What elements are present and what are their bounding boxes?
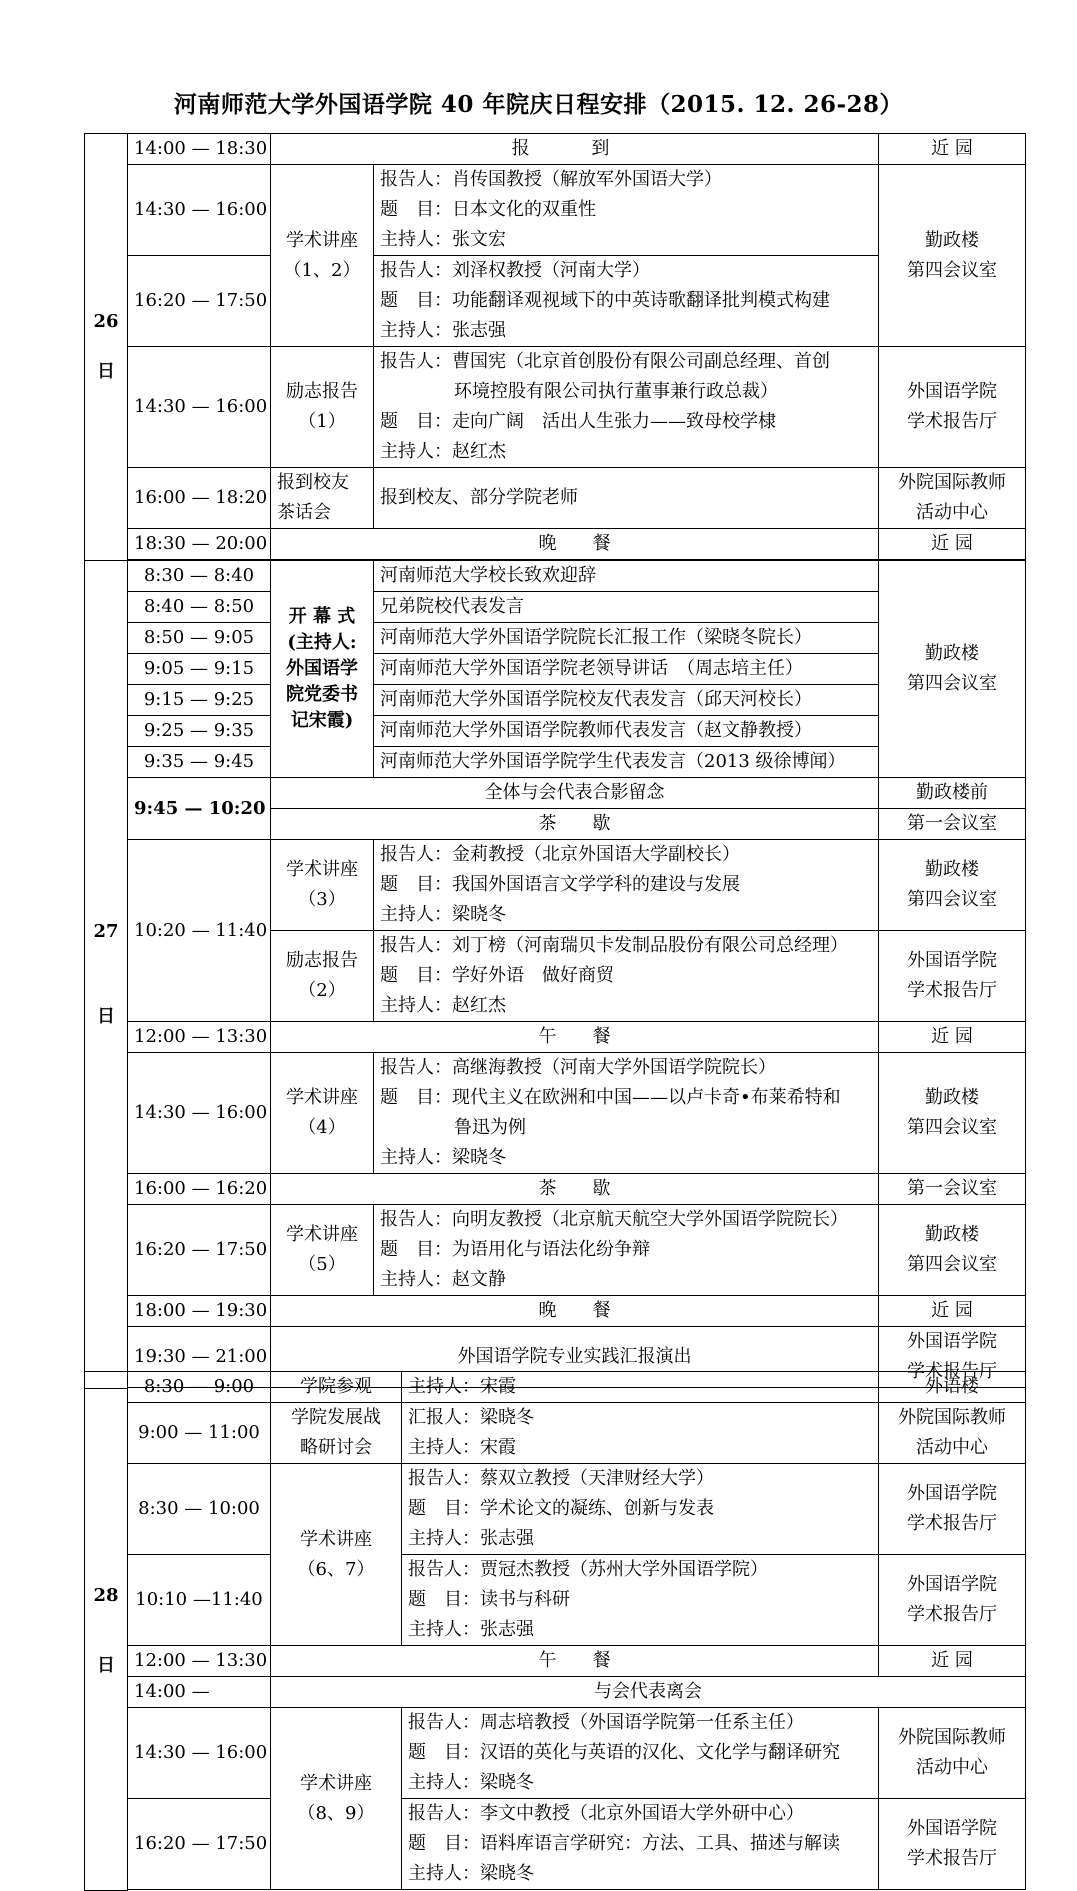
table-row (85, 1372, 1026, 1403)
event-cell: 晚 餐 (271, 1296, 879, 1327)
session-type-cell: 开 幕 式 (主持人: 外国语学 院党委书 记宋霞) (271, 561, 374, 778)
time-cell: 9:00 — 11:00 (128, 1403, 271, 1464)
venue-cell: 近 园 (879, 134, 1026, 165)
table-row (85, 1799, 1026, 1890)
time-cell: 9:35 — 9:45 (128, 747, 271, 778)
table-row (85, 1464, 1026, 1555)
time-cell: 8:30 — 10:00 (128, 1464, 271, 1555)
time-cell: 8:50 — 9:05 (128, 623, 271, 654)
venue-cell: 外国语学院 学术报告厅 (879, 347, 1026, 468)
table-row (85, 1403, 1026, 1464)
venue-cell: 外国语学院 学术报告厅 (879, 1464, 1026, 1555)
event-cell: 午 餐 (271, 1022, 879, 1053)
session-type-cell: 学术讲座 （6、7） (271, 1464, 402, 1646)
session-type-cell: 学院发展战 略研讨会 (271, 1403, 402, 1464)
time-cell: 18:00 — 19:30 (128, 1296, 271, 1327)
time-cell: 16:20 — 17:50 (128, 256, 271, 347)
time-cell: 10:20 — 11:40 (128, 840, 271, 1022)
time-cell: 8:40 — 8:50 (128, 592, 271, 623)
session-detail-cell: 兄弟院校代表发言 (374, 592, 879, 623)
day-26-cell: 26 日 (85, 134, 128, 561)
session-detail-cell: 报告人：曹国宪（北京首创股份有限公司副总经理、首创 环境控股有限公司执行董事兼行政总裁） 题 目：走向广阔 活出人生张力——致母校学棣 主持人：赵红杰 (374, 347, 879, 468)
session-detail-cell: 报告人：李文中教授（北京外国语大学外研中心） 题 目：语料库语言学研究：方法、工具、描述与解读 主持人：梁晓冬 (402, 1799, 879, 1890)
time-cell: 10:10 —11:40 (128, 1555, 271, 1646)
table-row (85, 347, 1026, 468)
time-cell: 14:30 — 16:00 (128, 347, 271, 468)
session-detail-cell: 报告人：刘泽权教授（河南大学） 题 目：功能翻译观视域下的中英诗歌翻译批判模式构建 主持人：张志强 (374, 256, 879, 347)
session-type-cell: 报到校友 茶话会 (271, 468, 374, 529)
day-28-cell: 28 日 (85, 1372, 128, 1891)
venue-cell: 第一会议室 (879, 809, 1026, 840)
schedule-table-26-27 (84, 133, 1026, 1389)
time-cell: 9:05 — 9:15 (128, 654, 271, 685)
venue-cell: 勤政楼前 (879, 778, 1026, 809)
schedule-table-28 (84, 1371, 1026, 1891)
venue-cell: 近 园 (879, 1646, 1026, 1677)
table-row (85, 165, 1026, 256)
time-cell: 16:00 — 16:20 (128, 1174, 271, 1205)
time-cell: 12:00 — 13:30 (128, 1022, 271, 1053)
venue-cell: 外院国际教师 活动中心 (879, 1708, 1026, 1799)
time-cell: 16:20 — 17:50 (128, 1205, 271, 1296)
event-cell: 报 到 (271, 134, 879, 165)
venue-cell: 勤政楼 第四会议室 (879, 840, 1026, 931)
event-cell: 晚 餐 (271, 529, 879, 560)
venue-cell: 外国语学院 学术报告厅 (879, 1799, 1026, 1890)
session-detail-cell: 河南师范大学外国语学院学生代表发言（2013 级徐博闻） (374, 747, 879, 778)
table-row (85, 1708, 1026, 1799)
session-detail-cell: 汇报人：梁晓冬 主持人：宋霞 (402, 1403, 879, 1464)
event-cell: 茶 歇 (271, 1174, 879, 1205)
time-cell: 9:45 — 10:20 (128, 778, 271, 840)
session-type-cell: 励志报告 （1） (271, 347, 374, 468)
venue-cell: 外院国际教师 活动中心 (879, 1403, 1026, 1464)
table-row (85, 1677, 1026, 1708)
venue-cell: 外国语学院 学术报告厅 (879, 931, 1026, 1022)
venue-cell: 近 园 (879, 1296, 1026, 1327)
time-cell: 18:30 — 20:00 (128, 529, 271, 560)
table-row (85, 1022, 1026, 1053)
time-cell: 9:25 — 9:35 (128, 716, 271, 747)
venue-cell: 近 园 (879, 1022, 1026, 1053)
session-type-cell: 学术讲座 （5） (271, 1205, 374, 1296)
event-cell: 茶 歇 (271, 809, 879, 840)
session-detail-cell: 报告人：金莉教授（北京外国语大学副校长） 题 目：我国外国语言文学学科的建设与发展 主持人：梁晓冬 (374, 840, 879, 931)
venue-cell: 外国语学院 学术报告厅 (879, 1327, 1026, 1388)
event-cell: 午 餐 (271, 1646, 879, 1677)
session-detail-cell: 报告人：周志培教授（外国语学院第一任系主任） 题 目：汉语的英化与英语的汉化、文化学与翻译研究 主持人：梁晓冬 (402, 1708, 879, 1799)
venue-cell: 勤政楼 第四会议室 (879, 1053, 1026, 1174)
session-detail-cell: 河南师范大学外国语学院院长汇报工作（梁晓冬院长） (374, 623, 879, 654)
event-cell: 与会代表离会 (271, 1677, 1026, 1708)
table-row (85, 1296, 1026, 1327)
session-type-cell: 励志报告 （2） (271, 931, 374, 1022)
session-type-cell: 学术讲座 （8、9） (271, 1708, 402, 1890)
time-cell: 14:30 — 16:00 (128, 1708, 271, 1799)
session-detail-cell: 河南师范大学校长致欢迎辞 (374, 561, 879, 592)
table-row (85, 778, 1026, 809)
venue-cell: 勤政楼 第四会议室 (879, 1205, 1026, 1296)
time-cell: 14:30 — 16:00 (128, 165, 271, 256)
session-type-cell: 学院参观 (271, 1372, 402, 1403)
table-row (85, 561, 1026, 592)
time-cell: 14:00 — 18:30 (128, 134, 271, 165)
time-cell: 16:00 — 18:20 (128, 468, 271, 529)
day-27-cell: 27 日 (85, 561, 128, 1389)
table-row (85, 840, 1026, 931)
time-cell: 14:00 — (128, 1677, 271, 1708)
venue-cell: 近 园 (879, 529, 1026, 560)
venue-cell: 外语楼 (879, 1372, 1026, 1403)
table-row (85, 468, 1026, 529)
event-cell: 全体与会代表合影留念 (271, 778, 879, 809)
table-row (85, 529, 1026, 560)
venue-cell: 外国语学院 学术报告厅 (879, 1555, 1026, 1646)
table-row (85, 1053, 1026, 1174)
session-detail-cell: 河南师范大学外国语学院校友代表发言（邱天河校长） (374, 685, 879, 716)
page-title: 河南师范大学外国语学院 40 年院庆日程安排（2015. 12. 26-28） (173, 91, 904, 118)
event-cell: 外国语学院专业实践汇报演出 (271, 1327, 879, 1388)
table-row (85, 1205, 1026, 1296)
time-cell: 9:15 — 9:25 (128, 685, 271, 716)
venue-cell: 第一会议室 (879, 1174, 1026, 1205)
time-cell: 8:30 — 8:40 (128, 561, 271, 592)
session-type-cell: 学术讲座 （4） (271, 1053, 374, 1174)
session-detail-cell: 河南师范大学外国语学院教师代表发言（赵文静教授） (374, 716, 879, 747)
session-detail-cell: 报告人：肖传国教授（解放军外国语大学） 题 目：日本文化的双重性 主持人：张文宏 (374, 165, 879, 256)
table-row (85, 1555, 1026, 1646)
session-detail-cell: 报告人：刘丁榜（河南瑞贝卡发制品股份有限公司总经理） 题 目：学好外语 做好商贸 主持人：赵红杰 (374, 931, 879, 1022)
table-row (85, 134, 1026, 165)
table-row (85, 1646, 1026, 1677)
session-type-cell: 学术讲座 （3） (271, 840, 374, 931)
table-row (85, 1174, 1026, 1205)
time-cell: 16:20 — 17:50 (128, 1799, 271, 1890)
venue-cell: 外院国际教师 活动中心 (879, 468, 1026, 529)
session-detail-cell: 报到校友、部分学院老师 (374, 468, 879, 529)
session-type-cell: 学术讲座 （1、2） (271, 165, 374, 347)
session-detail-cell: 报告人：蔡双立教授（天津财经大学） 题 目：学术论文的凝练、创新与发表 主持人：张志强 (402, 1464, 879, 1555)
session-detail-cell: 报告人：贾冠杰教授（苏州大学外国语学院） 题 目：读书与科研 主持人：张志强 (402, 1555, 879, 1646)
venue-cell: 勤政楼 第四会议室 (879, 561, 1026, 778)
session-detail-cell: 主持人：宋霞 (402, 1372, 879, 1403)
time-cell: 12:00 — 13:30 (128, 1646, 271, 1677)
session-detail-cell: 报告人：向明友教授（北京航天航空大学外国语学院院长） 题 目：为语用化与语法化纷争辩 主持人：赵文静 (374, 1205, 879, 1296)
venue-cell: 勤政楼 第四会议室 (879, 165, 1026, 347)
time-cell: 8:30 — 9:00 (128, 1372, 271, 1403)
time-cell: 19:30 — 21:00 (128, 1327, 271, 1388)
session-detail-cell: 报告人：高继海教授（河南大学外国语学院院长） 题 目：现代主义在欧洲和中国——以卢卡奇•布莱希特和 鲁迅为例 主持人：梁晓冬 (374, 1053, 879, 1174)
session-detail-cell: 河南师范大学外国语学院老领导讲话 （周志培主任） (374, 654, 879, 685)
time-cell: 14:30 — 16:00 (128, 1053, 271, 1174)
